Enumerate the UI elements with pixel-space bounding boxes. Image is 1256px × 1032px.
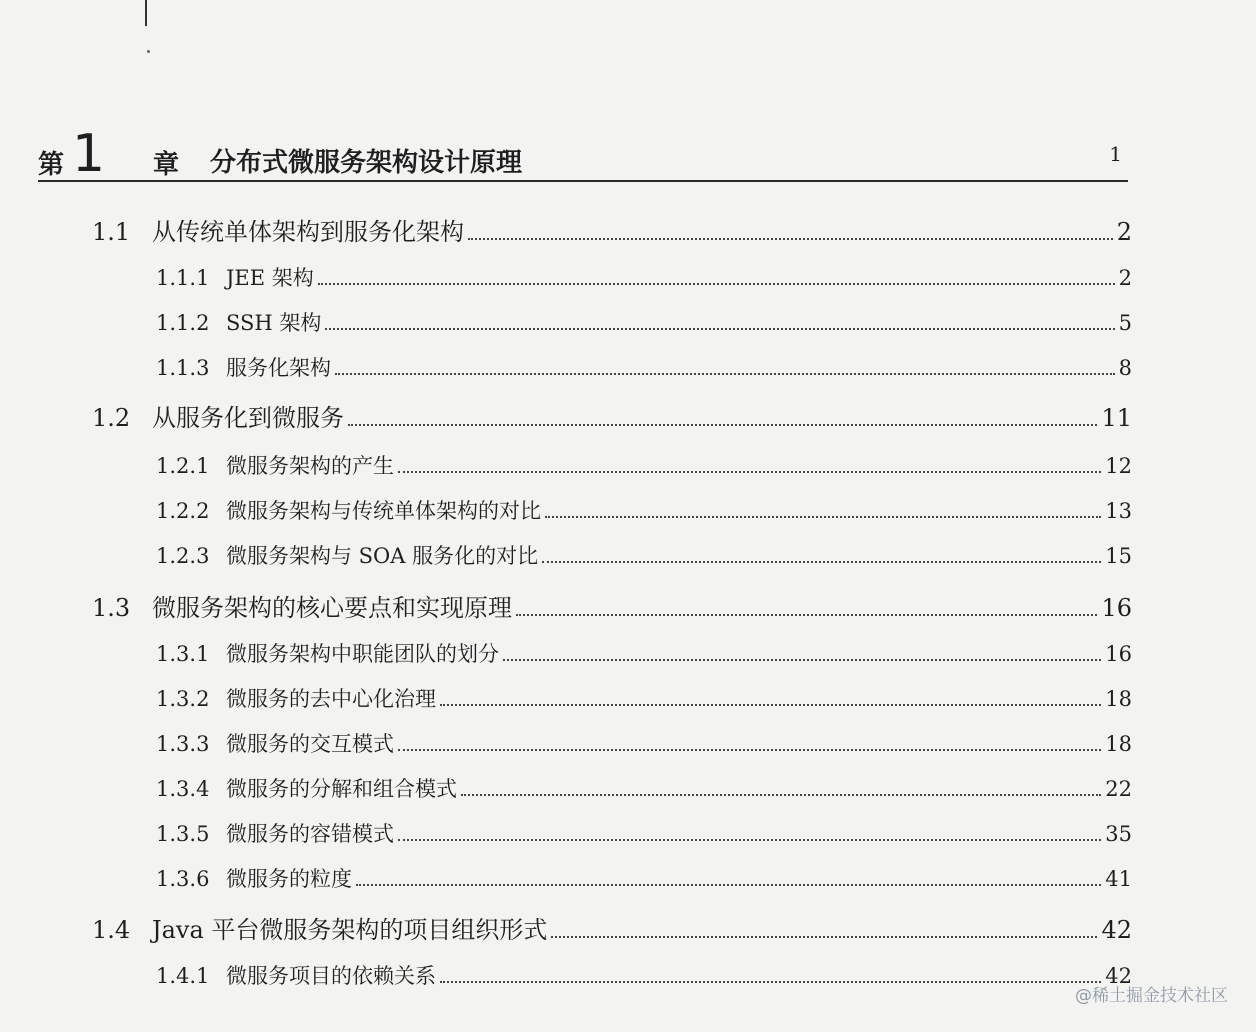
dot-leader [542,561,1101,563]
entry-page-number: 42 [1101,916,1132,944]
entry-page-number: 15 [1105,544,1132,568]
toc-section-entry [92,212,1132,247]
toc-section-entry [92,910,1132,945]
dot-leader [440,704,1101,706]
entry-title: 微服务架构中职能团队的划分 [226,642,499,666]
dot-leader [398,749,1101,751]
entry-number: 1.2.3 [156,544,210,568]
toc-subsection-entry [156,773,1132,803]
toc-section-entry [92,588,1132,623]
entry-number: 1.4.1 [156,964,210,988]
entry-page-number: 2 [1116,218,1132,246]
toc-subsection-entry [156,960,1132,990]
dot-leader [503,659,1101,661]
entry-page-number: 16 [1101,594,1132,622]
entry-page-number: 11 [1101,404,1132,432]
entry-page-number: 12 [1105,454,1132,478]
entry-page-number: 13 [1105,499,1132,523]
dot-leader [398,839,1101,841]
dot-leader [398,471,1101,473]
toc-subsection-entry [156,683,1132,713]
toc-subsection-entry [156,540,1132,570]
dot-leader [461,794,1101,796]
entry-page-number: 18 [1105,687,1132,711]
entry-title: 服务化架构 [226,356,331,380]
margin-mark [145,0,147,26]
entry-page-number: 5 [1118,311,1132,335]
chapter-number: 1 [72,124,106,184]
entry-page-number: 2 [1118,266,1132,290]
entry-number: 1.3.6 [156,867,210,891]
toc-subsection-entry [156,495,1132,525]
entry-number: 1.4 [92,916,131,944]
entry-title: 微服务的粒度 [226,867,352,891]
chapter-prefix: 第 [38,150,65,180]
entry-title: 微服务的分解和组合模式 [226,777,457,801]
toc-subsection-entry [156,818,1132,848]
dot-leader [468,238,1113,240]
toc-subsection-entry [156,863,1132,893]
entry-title: Java 平台微服务架构的项目组织形式 [152,916,548,944]
entry-number: 1.3.1 [156,642,210,666]
entry-title: 微服务架构的核心要点和实现原理 [152,594,512,622]
entry-page-number: 35 [1105,822,1132,846]
dot-leader [440,981,1101,983]
entry-number: 1.2.1 [156,454,210,478]
entry-number: 1.1 [92,218,131,246]
watermark-text: @稀土掘金技术社区 [1075,986,1228,1006]
toc-subsection-entry [156,307,1132,337]
dot-leader [318,283,1115,285]
entry-page-number: 22 [1105,777,1132,801]
speck-mark [147,50,150,53]
entry-title: 从传统单体架构到服务化架构 [152,218,464,246]
chapter-title: 分布式微服务架构设计原理 [210,148,523,178]
entry-page-number: 42 [1105,964,1132,988]
entry-title: 微服务的去中心化治理 [226,687,436,711]
chapter-page-number: 1 [1109,142,1122,166]
toc-subsection-entry [156,728,1132,758]
toc-subsection-entry [156,262,1132,292]
entry-title: JEE 架构 [226,266,314,290]
toc-subsection-entry [156,638,1132,668]
entry-title: 微服务架构与 SOA 服务化的对比 [226,544,539,568]
chapter-suffix: 章 [153,150,180,180]
entry-number: 1.3.2 [156,687,210,711]
entry-title: SSH 架构 [226,311,322,335]
entry-number: 1.1.1 [156,266,210,290]
entry-number: 1.3.5 [156,822,210,846]
chapter-heading [38,124,1128,184]
dot-leader [551,936,1097,938]
entry-number: 1.3.3 [156,732,210,756]
toc-section-entry [92,398,1132,433]
entry-number: 1.2 [92,404,131,432]
entry-title: 微服务的交互模式 [226,732,394,756]
entry-title: 微服务的容错模式 [226,822,394,846]
toc-subsection-entry [156,352,1132,382]
toc-subsection-entry [156,450,1132,480]
entry-title: 微服务架构与传统单体架构的对比 [226,499,541,523]
entry-page-number: 18 [1105,732,1132,756]
entry-number: 1.3.4 [156,777,210,801]
entry-page-number: 41 [1105,867,1132,891]
dot-leader [348,424,1097,426]
dot-leader [516,614,1097,616]
entry-title: 微服务架构的产生 [226,454,394,478]
entry-number: 1.1.2 [156,311,210,335]
entry-title: 微服务项目的依赖关系 [226,964,436,988]
entry-title: 从服务化到微服务 [152,404,344,432]
entry-number: 1.2.2 [156,499,210,523]
dot-leader [545,516,1101,518]
dot-leader [335,373,1115,375]
entry-page-number: 16 [1105,642,1132,666]
dot-leader [356,884,1101,886]
entry-page-number: 8 [1118,356,1132,380]
entry-number: 1.3 [92,594,131,622]
dot-leader [325,328,1114,330]
entry-number: 1.1.3 [156,356,210,380]
